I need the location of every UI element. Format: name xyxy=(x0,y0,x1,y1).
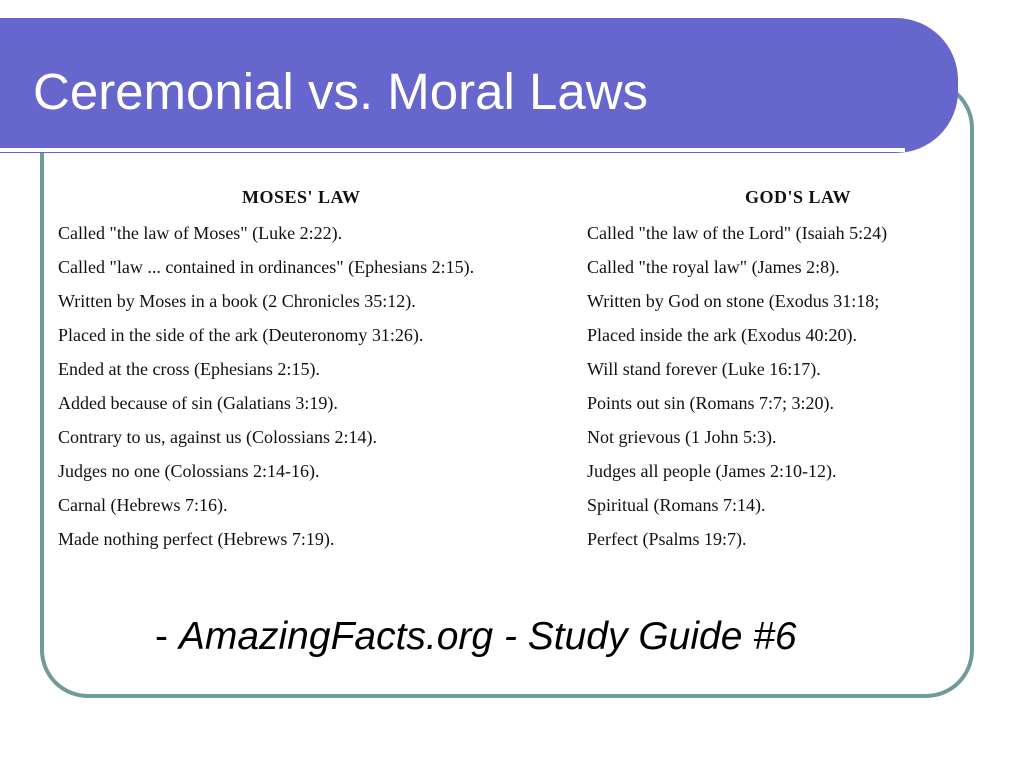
table-row: Made nothing perfect (Hebrews 7:19). xyxy=(58,529,335,549)
gods-law-header: GOD'S LAW xyxy=(745,187,852,207)
table-row: Carnal (Hebrews 7:16). xyxy=(58,495,228,515)
table-row: Called "law ... contained in ordinances" (Ephesians 2:15). xyxy=(58,257,475,277)
moses-law-header: MOSES' LAW xyxy=(242,187,361,207)
table-row: Written by God on stone (Exodus 31:18; xyxy=(587,291,880,311)
attribution xyxy=(155,612,797,662)
title-bar xyxy=(0,18,958,153)
slide-title: Ceremonial vs. Moral Laws xyxy=(33,63,649,120)
table-row: Will stand forever (Luke 16:17). xyxy=(587,359,821,379)
attribution-dash: - xyxy=(155,615,179,658)
attribution-source: AmazingFacts.org - Study Guide #6 xyxy=(178,615,797,658)
gods-law-rows xyxy=(587,216,887,555)
table-row: Added because of sin (Galatians 3:19). xyxy=(58,393,338,413)
title-underline xyxy=(0,148,905,152)
table-row: Placed in the side of the ark (Deuteronomy 31:26). xyxy=(58,325,424,345)
table-row: Called "the law of Moses" (Luke 2:22). xyxy=(58,223,343,243)
table-row: Not grievous (1 John 5:3). xyxy=(587,427,777,447)
table-row: Called "the law of the Lord" (Isaiah 5:24) xyxy=(587,223,888,243)
table-row: Judges no one (Colossians 2:14-16). xyxy=(58,461,320,481)
moses-law-rows xyxy=(58,216,474,555)
table-row: Written by Moses in a book (2 Chronicles 35:12). xyxy=(58,291,416,311)
table-row: Placed inside the ark (Exodus 40:20). xyxy=(587,325,857,345)
table-row: Points out sin (Romans 7:7; 3:20). xyxy=(587,393,835,413)
table-row: Judges all people (James 2:10-12). xyxy=(587,461,837,481)
law-comparison-table xyxy=(52,180,968,555)
table-row: Contrary to us, against us (Colossians 2:14). xyxy=(58,427,377,447)
table-row: Spiritual (Romans 7:14). xyxy=(587,495,766,515)
table-row: Called "the royal law" (James 2:8). xyxy=(587,257,840,277)
table-row: Perfect (Psalms 19:7). xyxy=(587,529,747,549)
table-row: Ended at the cross (Ephesians 2:15). xyxy=(58,359,320,379)
